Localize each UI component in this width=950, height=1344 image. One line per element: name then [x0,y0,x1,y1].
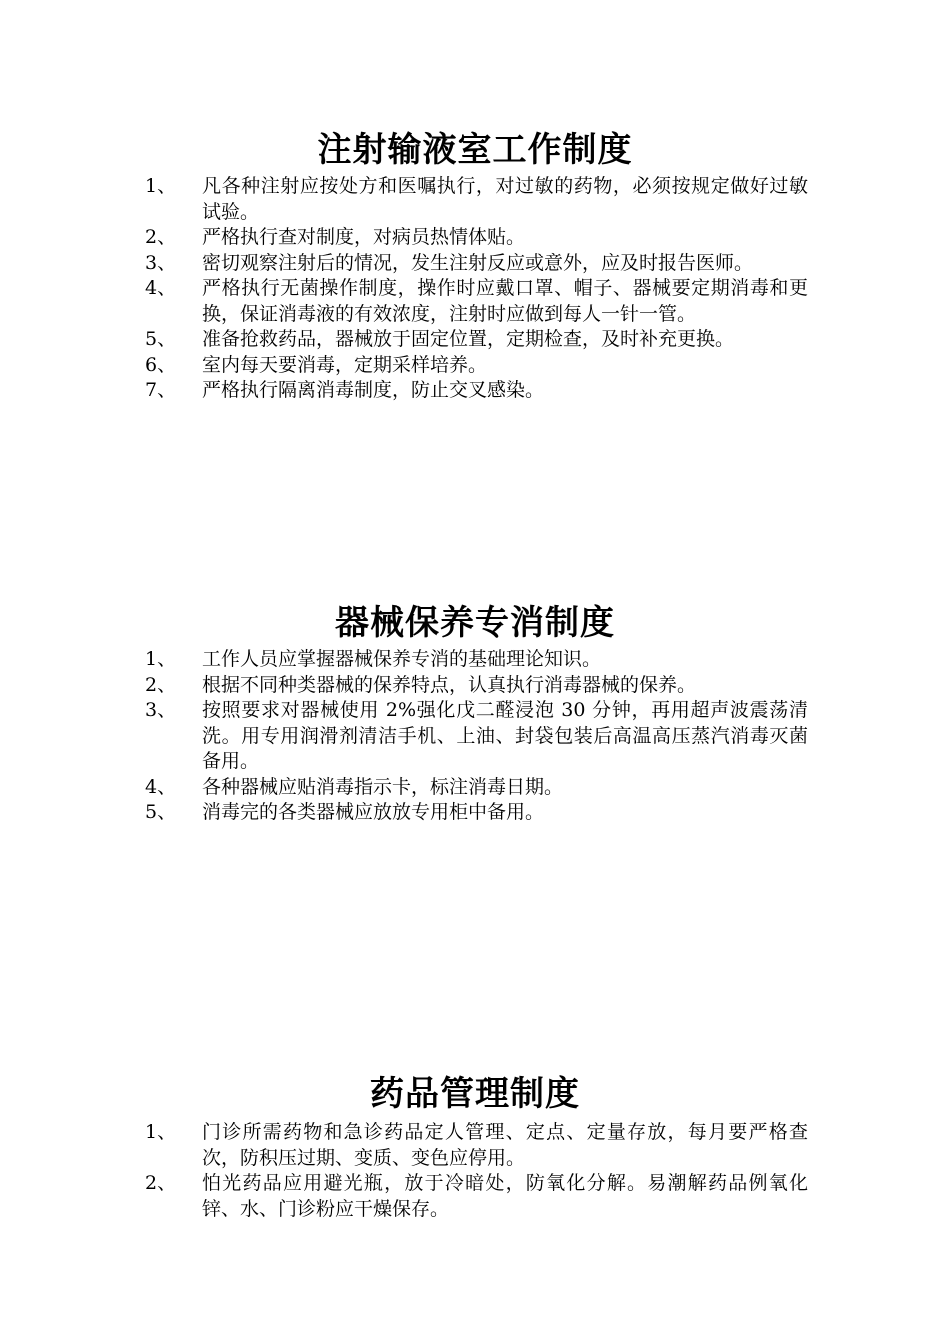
item-text: 门诊所需药物和急诊药品定人管理、定点、定量存放，每月要严格查次，防积压过期、变质、变色应停用。 [202,1121,808,1169]
list-item [0,775,808,801]
item-text: 消毒完的各类器械应放放专用柜中备用。 [202,801,545,823]
list-item [0,647,808,673]
item-text: 密切观察注射后的情况，发生注射反应或意外，应及时报告医师。 [202,251,754,274]
item-number: 3、 [145,699,177,721]
item-number: 5、 [145,328,177,350]
item-text: 各种器械应贴消毒指示卡，标注消毒日期。 [202,775,564,798]
item-text: 室内每天要消毒，定期采样培养。 [202,353,488,376]
section-drug-management [0,1072,950,1222]
item-text: 按照要求对器械使用 2%强化戊二醛浸泡 30 分钟，再用超声波震荡清洗。用专用润滑剂清洁手机、上油、封袋包装后高温高压蒸汽消毒灭菌备用。 [202,699,808,772]
item-text: 严格执行查对制度，对病员热情体贴。 [202,226,526,248]
item-number: 6、 [145,353,177,376]
item-number: 2、 [145,226,177,248]
item-number: 2、 [145,673,177,696]
item-number: 2、 [145,1172,177,1194]
list-item [0,1171,808,1222]
item-text: 根据不同种类器械的保养特点，认真执行消毒器械的保养。 [202,673,697,696]
item-text: 严格执行隔离消毒制度，防止交叉感染。 [202,379,545,401]
item-text: 严格执行无菌操作制度，操作时应戴口罩、帽子、器械要定期消毒和更换，保证消毒液的有效浓度，注射时应做到每人一针一管。 [202,277,808,325]
item-number: 7、 [145,379,177,401]
item-number: 3、 [145,251,177,274]
item-number: 5、 [145,801,177,823]
item-number: 4、 [145,775,177,798]
list-item [0,276,808,327]
section-title: 器械保养专消制度 [335,603,615,643]
section-injection-room [0,128,950,404]
list-item [0,251,808,277]
item-text: 准备抢救药品，器械放于固定位置，定期检查，及时补充更换。 [202,328,735,350]
list-item [0,327,808,353]
list-item [0,378,808,404]
item-number: 1、 [145,175,177,197]
item-number: 4、 [145,277,177,299]
item-text: 工作人员应掌握器械保养专消的基础理论知识。 [202,648,602,670]
list-item [0,673,808,699]
section-instrument-maintenance [0,601,950,826]
item-number: 1、 [145,648,177,670]
list-item [0,353,808,379]
list-item [0,698,808,775]
rules-list [0,1120,950,1222]
item-number: 1、 [145,1121,177,1143]
list-item [0,174,808,225]
section-title: 注射输液室工作制度 [317,130,633,170]
list-item [0,225,808,251]
item-text: 怕光药品应用避光瓶，放于冷暗处，防氧化分解。易潮解药品例氧化锌、水、门诊粉应干燥保存。 [202,1172,808,1220]
section-title: 药品管理制度 [370,1074,580,1114]
list-item [0,800,808,826]
list-item [0,1120,808,1171]
item-text: 凡各种注射应按处方和医嘱执行，对过敏的药物，必须按规定做好过敏试验。 [202,175,808,223]
rules-list [0,647,950,826]
rules-list [0,174,950,404]
